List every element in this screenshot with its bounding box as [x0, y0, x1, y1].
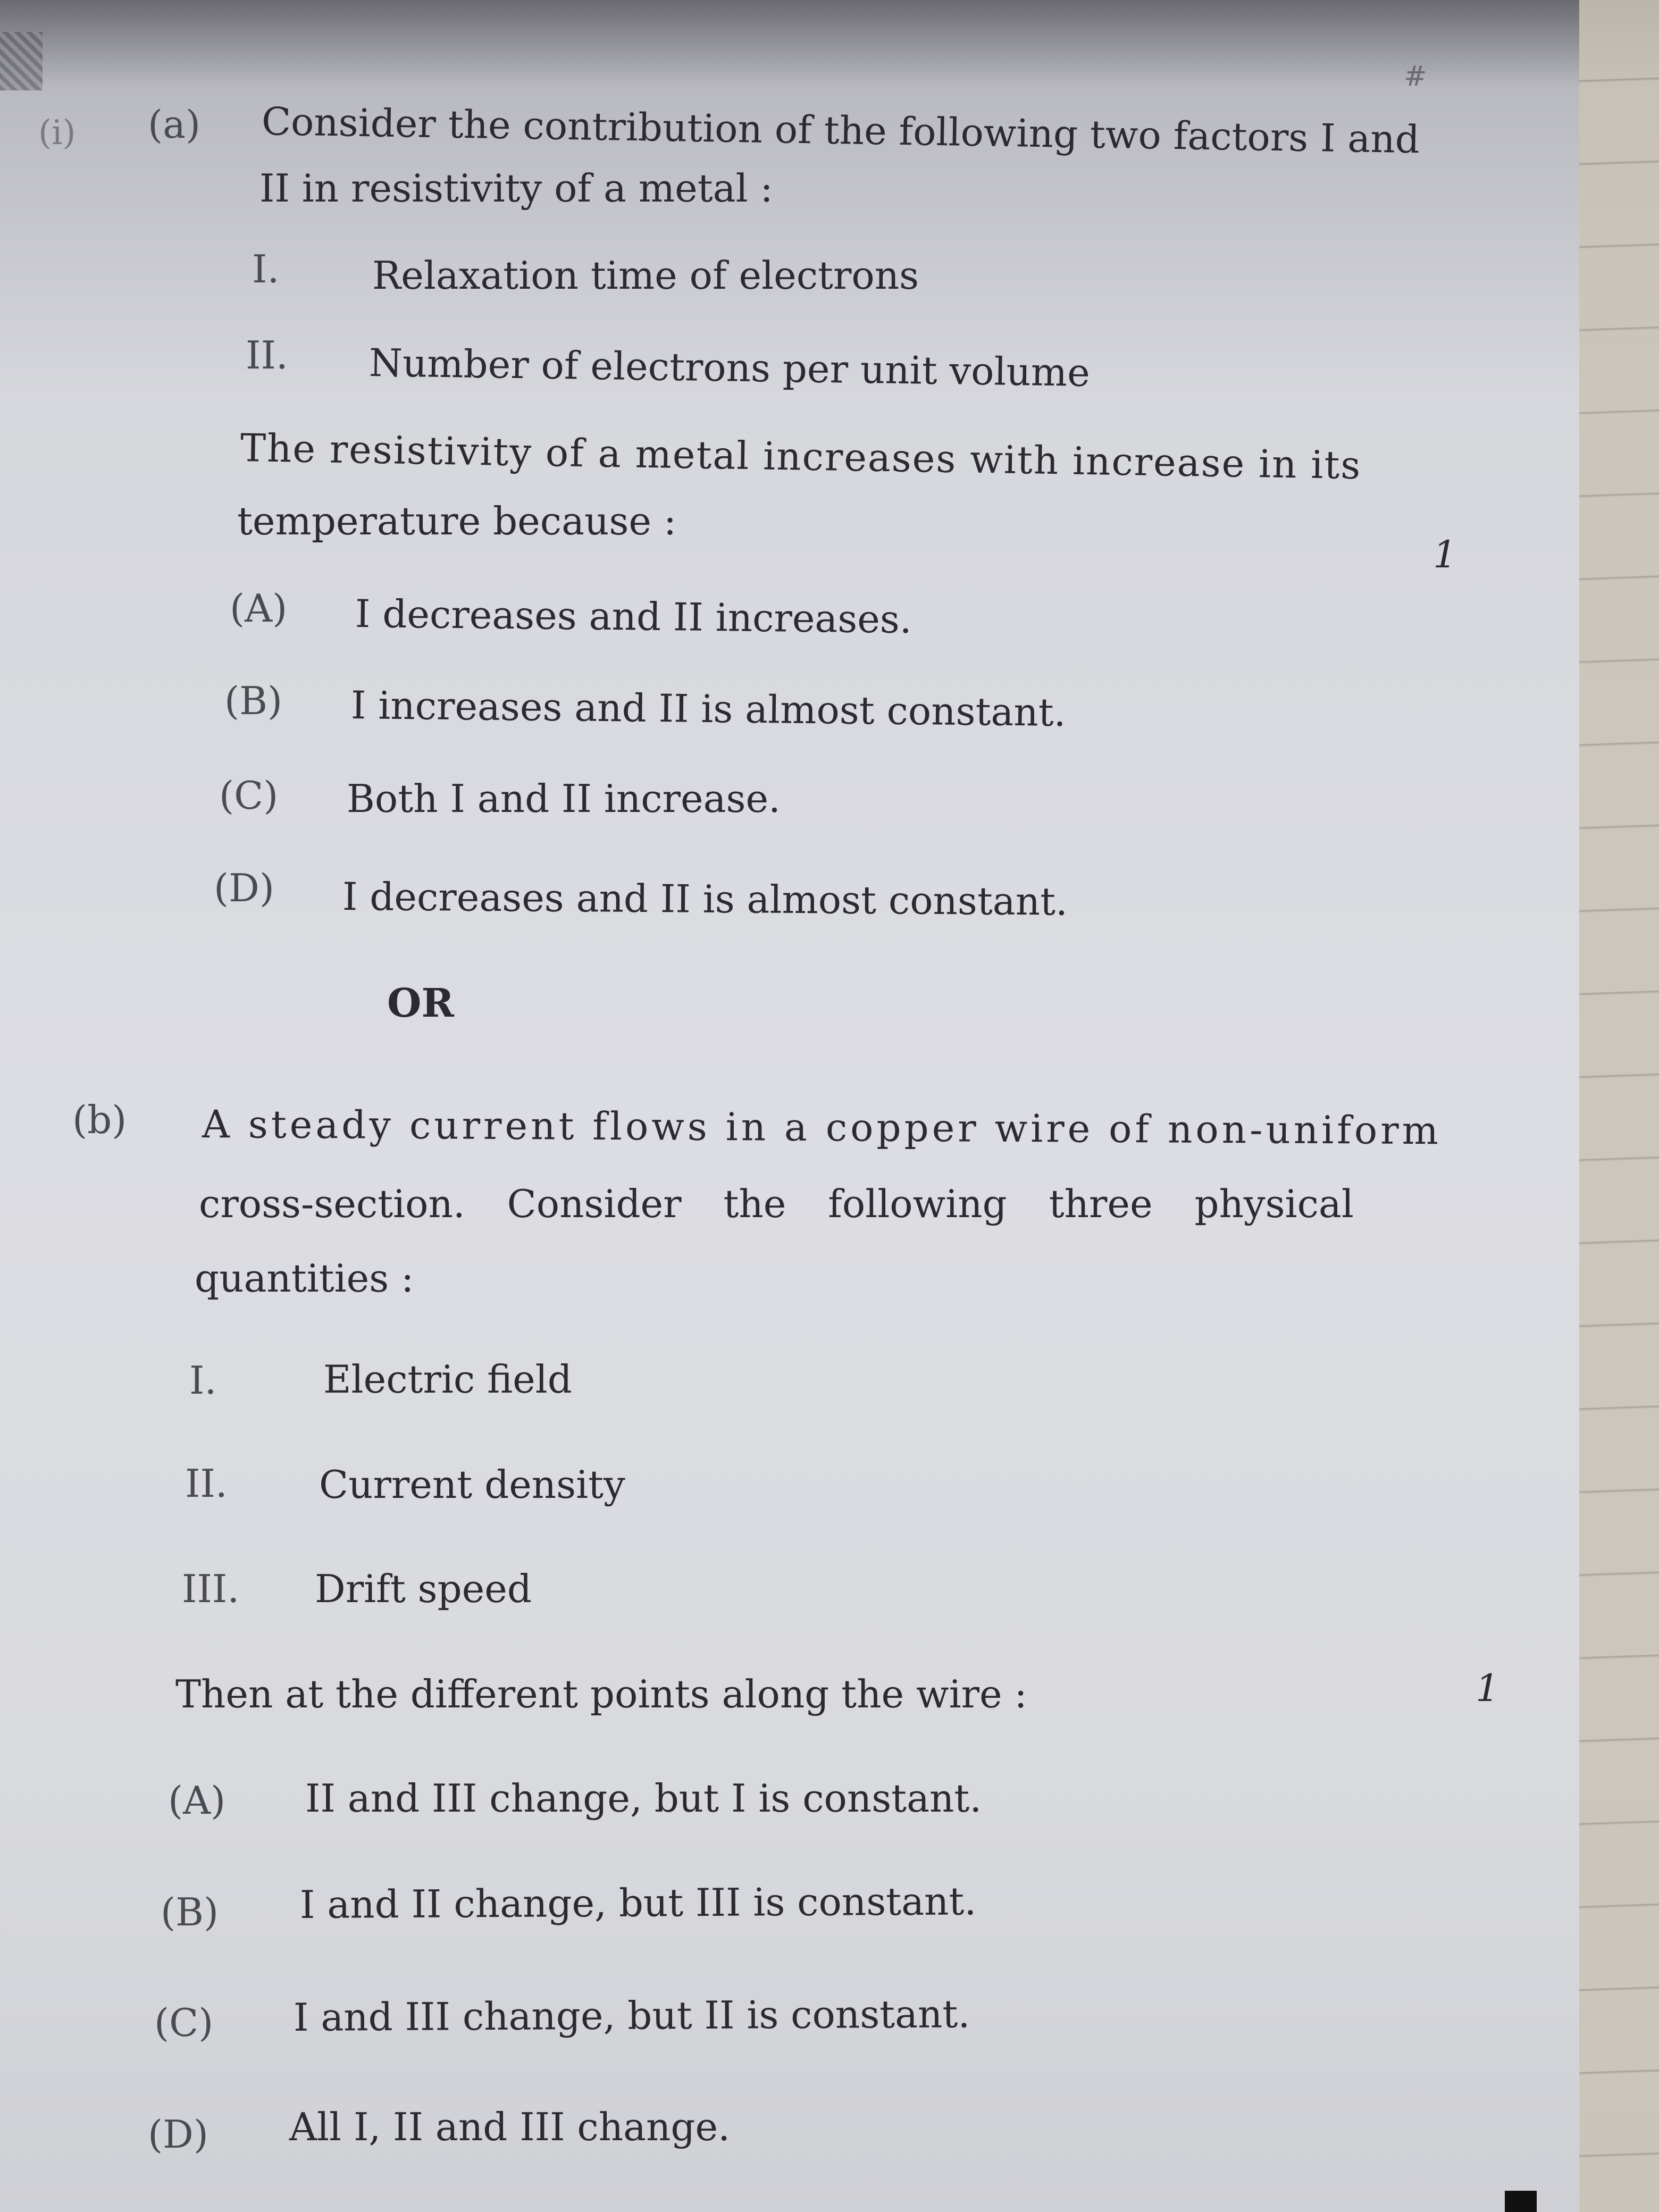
- part-b-stem-line3: quantities :: [195, 1256, 414, 1301]
- option-label: (D): [214, 866, 274, 910]
- option-label: (A): [230, 586, 288, 631]
- part-b-question: Then at the different points along the wire :: [175, 1672, 1027, 1716]
- option-label: (C): [154, 2000, 214, 2045]
- part-b-marks: 1: [1476, 1666, 1499, 1710]
- quantity-number: III.: [182, 1566, 240, 1611]
- corner-logo: [0, 32, 43, 90]
- question-number: (i): [38, 113, 76, 153]
- option-text: I and III change, but II is constant.: [293, 1991, 970, 2040]
- option-label: (B): [224, 678, 283, 723]
- part-a-statement-line1: The resistivity of a metal increases with increase in its: [240, 425, 1362, 488]
- part-a-label: (a): [148, 102, 201, 147]
- notebook-edge: [1579, 0, 1659, 2212]
- part-b-label: (b): [72, 1097, 127, 1142]
- quantity-number: II.: [185, 1461, 228, 1506]
- or-separator: OR: [387, 981, 454, 1026]
- quantity-text: Electric field: [323, 1357, 572, 1402]
- option-label: (B): [161, 1890, 219, 1934]
- part-a-marks: 1: [1433, 533, 1457, 576]
- option-text: I increases and II is almost constant.: [350, 683, 1067, 735]
- part-b-stem-line1: A steady current flows in a copper wire of non-uniform: [202, 1102, 1442, 1153]
- option-text: All I, II and III change.: [289, 2105, 730, 2149]
- quantity-text: Current density: [319, 1462, 625, 1507]
- option-text: II and III change, but I is constant.: [305, 1776, 982, 1821]
- option-text: I decreases and II increases.: [355, 591, 912, 642]
- option-text: I decreases and II is almost constant.: [342, 874, 1068, 924]
- option-text: Both I and II increase.: [347, 776, 781, 821]
- factor-number: I.: [252, 247, 280, 291]
- quantity-number: I.: [189, 1358, 217, 1403]
- option-text: I and II change, but III is constant.: [299, 1879, 977, 1927]
- factor-number: II.: [246, 333, 288, 378]
- page-corner-shadow: [1505, 2191, 1537, 2212]
- part-a-stem-line1: Consider the contribution of the following two factors I and: [261, 99, 1420, 162]
- factor-text: Relaxation time of electrons: [372, 253, 919, 298]
- part-b-stem-line2: cross-section. Consider the following three physical: [199, 1182, 1354, 1226]
- part-a-stem-line2: II in resistivity of a metal :: [259, 166, 773, 211]
- option-label: (D): [148, 2112, 208, 2157]
- option-label: (A): [168, 1778, 226, 1823]
- option-label: (C): [219, 773, 279, 818]
- quantity-text: Drift speed: [315, 1566, 532, 1611]
- factor-text: Number of electrons per unit volume: [368, 340, 1091, 395]
- page-marker: #: [1404, 61, 1427, 93]
- part-a-statement-line2: temperature because :: [237, 499, 677, 543]
